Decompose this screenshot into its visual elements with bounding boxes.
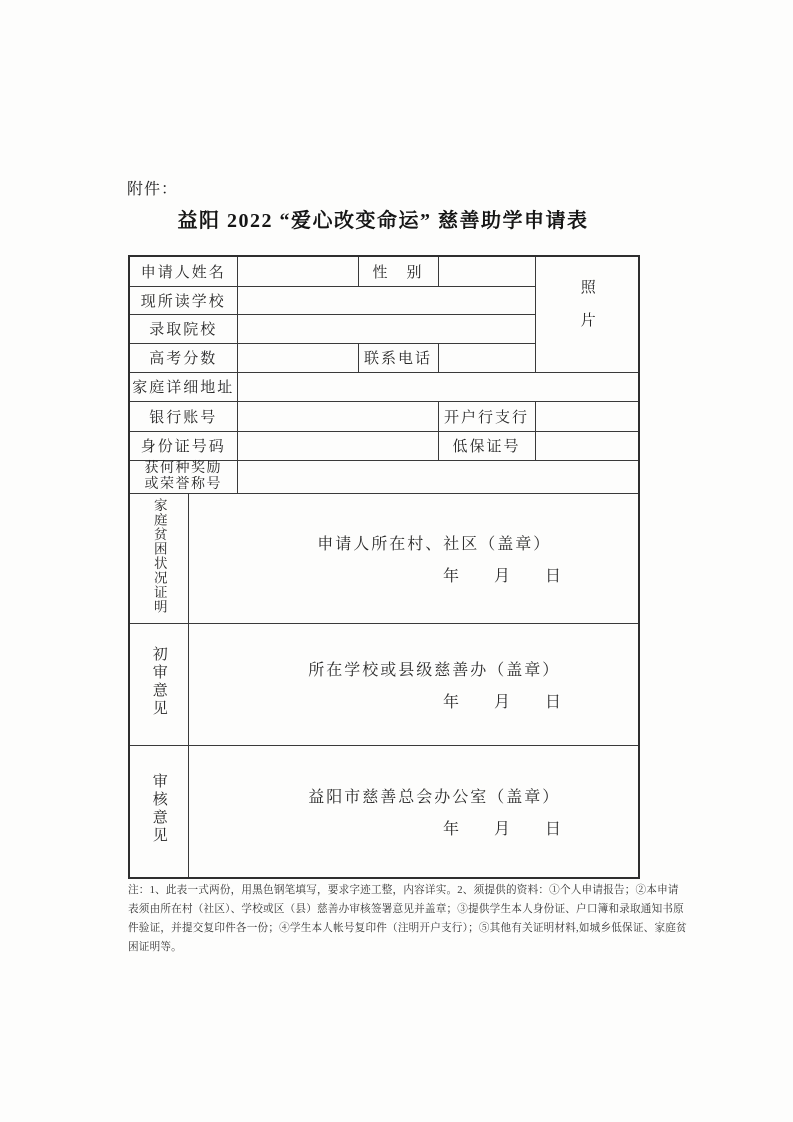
section-final-review [129,745,639,878]
application-form-table [128,255,640,879]
applicant-name-value [237,256,358,286]
gaokao-score-label: 高考分数 [129,343,237,372]
footnote-line: 件验证，并提交复印件各一份；④学生本人帐号复印件（注明开户支行）；⑤其他有关证明材料,如城乡低保证、家庭贫 [128,923,687,934]
current-school-label: 现所读学校 [129,286,237,314]
contact-phone-label: 联系电话 [358,343,438,372]
current-school-value [237,286,535,314]
row-id-number [129,431,639,460]
initial-review-stamp-line: 所在学校或县级慈善办（盖章） [308,661,561,679]
family-poverty-date-line: 年 月 日 [443,567,563,585]
family-poverty-label: 家庭贫困状况证明 [151,497,167,614]
awards-value [237,460,639,493]
bank-branch-value [535,401,639,431]
bank-account-value [237,401,438,431]
contact-phone-value [438,343,535,372]
home-address-label: 家庭详细地址 [129,372,237,401]
family-poverty-stamp-line: 申请人所在村、社区（盖章） [317,535,552,553]
final-review-label-cell [129,745,188,878]
family-poverty-label-cell [129,493,188,623]
final-review-stamp-line: 益阳市慈善总会办公室（盖章） [308,788,561,806]
admitted-school-value [237,314,535,343]
subsistence-cert-value [535,431,639,460]
awards-label-text: 获何种奖励或荣誉称号 [144,460,222,492]
footnote-line: 表须由所在村（社区）、学校或区（县）慈善办审核签署意见并盖章；③提供学生本人身份证、户口簿和录取通知书原 [128,904,684,915]
bank-branch-label: 开户行支行 [438,401,535,431]
id-number-value [237,431,438,460]
id-number-label: 身份证号码 [129,431,237,460]
applicant-name-label: 申请人姓名 [129,256,237,286]
footnotes [128,881,687,957]
section-initial-review [129,623,639,745]
initial-review-content [188,623,639,745]
photo-box [535,256,639,372]
footnote-line: 注：1、此表一式两份，用黑色钢笔填写，要求字迹工整，内容详实。2、须提供的资料：①个人申请报告；②本申请 [128,885,679,896]
final-review-content [188,745,639,878]
initial-review-date-line: 年 月 日 [443,693,563,711]
photo-label: 照片 [578,278,595,345]
gender-value [438,256,535,286]
footnote-line: 困证明等。 [128,942,182,953]
section-family-poverty-proof [129,493,639,623]
row-applicant-name [129,256,639,286]
gender-label: 性 别 [358,256,438,286]
final-review-label: 审核意见 [150,772,167,845]
row-home-address [129,372,639,401]
form-title: 益阳 2022 “爱心改变命运” 慈善助学申请表 [177,210,589,232]
gaokao-score-value [237,343,358,372]
home-address-value [237,372,639,401]
bank-account-label: 银行账号 [129,401,237,431]
subsistence-cert-label: 低保证号 [438,431,535,460]
family-poverty-content [188,493,639,623]
initial-review-label-cell [129,623,188,745]
awards-label [129,460,237,493]
final-review-date-line: 年 月 日 [443,820,563,838]
row-bank-account [129,401,639,431]
attachment-label: 附件： [127,181,179,198]
row-awards [129,460,639,493]
initial-review-label: 初审意见 [150,645,167,718]
admitted-school-label: 录取院校 [129,314,237,343]
